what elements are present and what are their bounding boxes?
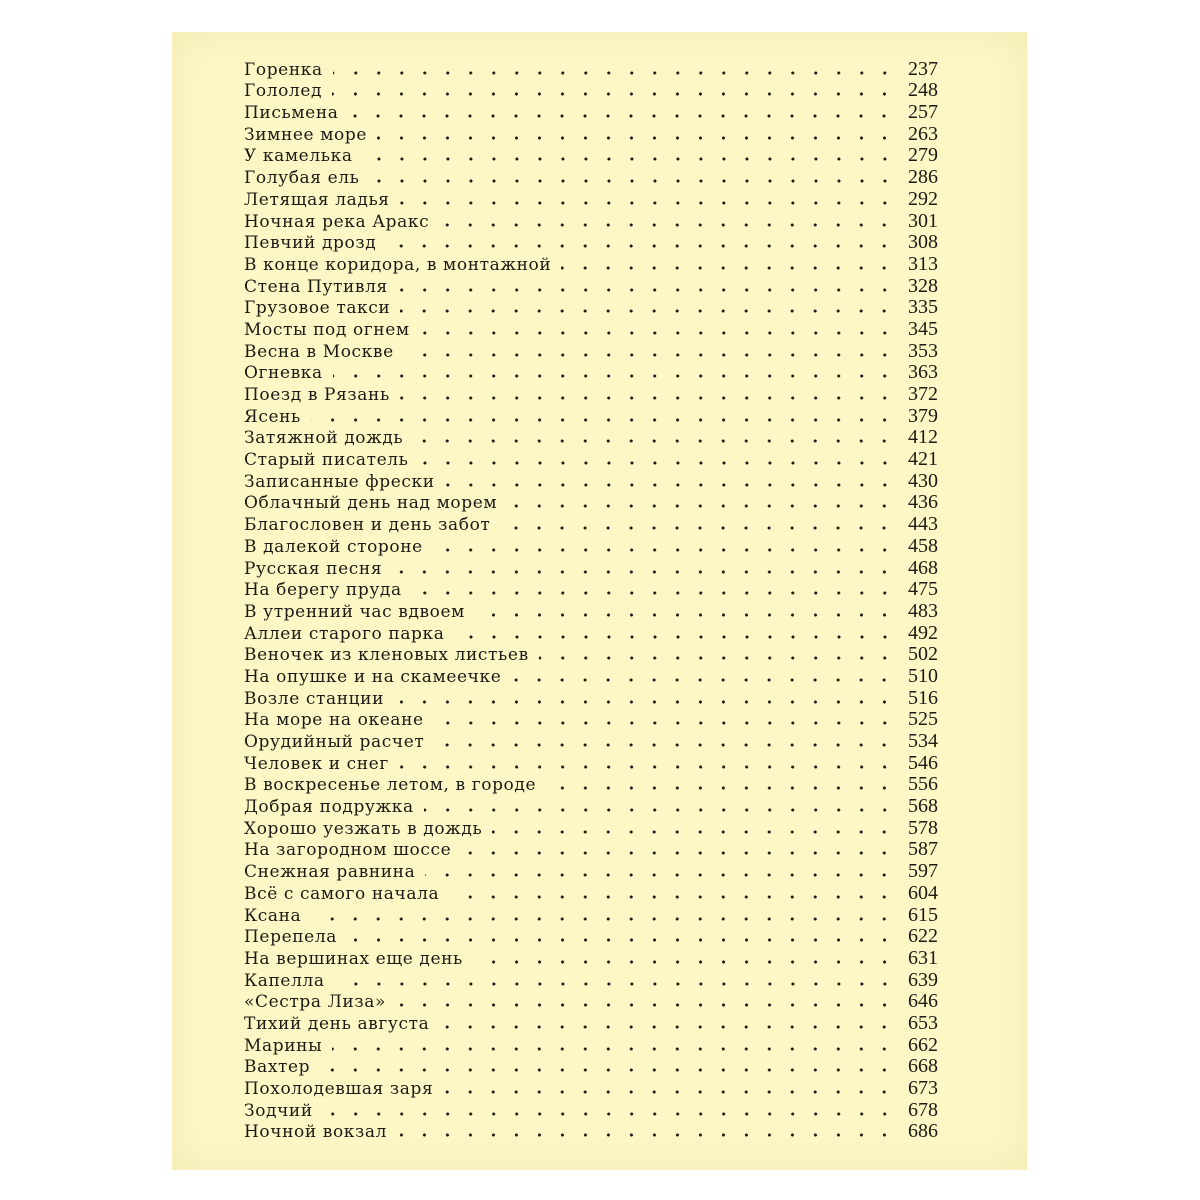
dot-leader: [439, 222, 896, 228]
toc-entry-title: На вершинах еще день: [244, 948, 463, 969]
toc-entry-page-number: 468: [908, 556, 938, 579]
dot-leader: [449, 894, 896, 900]
toc-entry: [244, 57, 938, 80]
toc-entry: [244, 838, 938, 861]
toc-entry-page-number: 248: [908, 79, 938, 102]
toc-entry-page-number: 475: [908, 578, 938, 601]
toc-entry-page-number: 556: [908, 773, 938, 796]
toc-entry-page-number: 279: [908, 144, 938, 167]
toc-entry-title: Гололед: [244, 81, 323, 102]
dot-leader: [400, 308, 896, 314]
toc-entry-page-number: 673: [908, 1077, 938, 1099]
dot-leader: [500, 525, 896, 531]
toc-entry-title: Зодчий: [244, 1100, 313, 1121]
dot-leader: [420, 330, 896, 336]
toc-entry-page-number: 292: [908, 187, 938, 210]
toc-entry-title: В далекой стороне: [244, 536, 423, 557]
dot-leader: [455, 634, 897, 640]
dot-leader: [439, 1024, 896, 1030]
toc-entry-page-number: 483: [908, 599, 938, 622]
toc-entry-title: Ночная река Аракс: [244, 211, 430, 232]
dot-leader: [396, 1002, 896, 1008]
dot-leader: [400, 395, 896, 401]
dot-leader: [323, 1111, 896, 1117]
toc-entry-title: Снежная равнина: [244, 862, 416, 883]
dot-leader: [434, 720, 896, 726]
dot-leader: [394, 699, 896, 705]
toc-entry-page-number: 510: [908, 664, 938, 687]
toc-entry: [244, 1033, 938, 1056]
dot-leader: [412, 590, 896, 596]
toc-entry-title: Мосты под огнем: [244, 319, 410, 340]
toc-entry: [244, 578, 938, 601]
toc-entry-title: Записанные фрески: [244, 471, 435, 492]
dot-leader: [363, 156, 896, 162]
dot-leader: [434, 742, 896, 748]
toc-entry-page-number: 436: [908, 491, 938, 514]
toc-entry: [244, 317, 938, 340]
toc-entry-page-number: 335: [908, 296, 938, 319]
toc-entry: [244, 534, 938, 557]
toc-entry-title: Добрая подружка: [244, 797, 414, 818]
toc-entry-title: Облачный день над морем: [244, 493, 498, 514]
toc-entry-page-number: 668: [908, 1055, 938, 1078]
toc-entry-page-number: 237: [908, 57, 938, 80]
dot-leader: [404, 352, 896, 358]
toc-entry-page-number: 372: [908, 383, 938, 405]
toc-entry-title: Хорошо уезжать в дождь: [244, 818, 483, 839]
toc-entry: [244, 448, 938, 471]
toc-entry-title: Благословен и день забот: [244, 515, 491, 536]
toc-entry-page-number: 286: [908, 166, 938, 189]
toc-entry: [244, 968, 938, 991]
toc-entry-title: Поезд в Рязань: [244, 385, 390, 405]
toc-entry-page-number: 353: [908, 339, 938, 362]
toc-entry-page-number: 534: [908, 730, 938, 752]
toc-entry-title: Голубая ель: [244, 168, 360, 189]
toc-entry: [244, 274, 938, 297]
toc-entry-page-number: 263: [908, 122, 938, 145]
toc-entry: [244, 426, 938, 449]
toc-entry-page-number: 363: [908, 361, 938, 384]
toc-entry-page-number: 313: [908, 252, 938, 275]
toc-entry-title: Ночной вокзал: [244, 1122, 388, 1143]
toc-entry-title: Русская песня: [244, 558, 383, 579]
dot-leader: [335, 981, 896, 987]
toc-entry-title: Человек и снег: [244, 753, 389, 774]
toc-entry: [244, 643, 938, 666]
toc-entry: [244, 383, 938, 405]
toc-entry-page-number: 568: [908, 795, 938, 818]
toc-entry-page-number: 597: [908, 860, 938, 883]
toc-entry-page-number: 639: [908, 968, 938, 991]
toc-entry: [244, 816, 938, 839]
toc-entry-title: Ясень: [244, 406, 301, 427]
dot-leader: [461, 850, 896, 856]
toc-entry: [244, 686, 938, 709]
dot-leader: [399, 764, 896, 770]
toc-entry-page-number: 379: [908, 404, 938, 427]
dot-leader: [311, 417, 896, 423]
toc-entry: [244, 990, 938, 1013]
toc-entry-page-number: 345: [908, 317, 938, 340]
toc-entry-title: «Сестра Лиза»: [244, 992, 386, 1013]
toc-entry-page-number: 257: [908, 101, 938, 124]
toc-entry-title: Весна в Москве: [244, 341, 394, 362]
toc-entry-page-number: 328: [908, 274, 938, 297]
dot-leader: [332, 1046, 896, 1052]
toc-entry: [244, 404, 938, 427]
toc-entry-title: Огневка: [244, 363, 323, 384]
toc-entry-title: Марины: [244, 1035, 323, 1056]
toc-entry: [244, 599, 938, 622]
toc-entry-page-number: 458: [908, 534, 938, 557]
toc-entry: [244, 1011, 938, 1034]
toc-entry: [244, 361, 938, 384]
toc-entry-title: Тихий день августа: [244, 1013, 430, 1034]
toc-entry: [244, 209, 938, 232]
dot-leader: [386, 243, 896, 249]
toc-entry: [244, 491, 938, 514]
dot-leader: [433, 547, 896, 553]
toc-entry: [244, 903, 938, 926]
toc-entry-title: На загородном шоссе: [244, 840, 452, 861]
toc-entry-page-number: 604: [908, 881, 938, 904]
dot-leader: [333, 70, 896, 76]
toc-entry: [244, 1055, 938, 1078]
dot-leader: [539, 655, 896, 661]
toc-entry: [244, 795, 938, 818]
toc-entry-page-number: 546: [908, 751, 938, 774]
dot-leader: [424, 807, 896, 813]
toc-entry-title: У камелька: [244, 146, 353, 167]
book-page: [172, 32, 1027, 1170]
toc-entry-page-number: 587: [908, 838, 938, 861]
toc-entry-title: Возле станции: [244, 688, 385, 709]
toc-entry-title: Старый писатель: [244, 450, 409, 471]
toc-entry: [244, 231, 938, 254]
dot-leader: [492, 829, 896, 835]
toc-entry-title: Затяжной дождь: [244, 428, 404, 449]
dot-leader: [332, 91, 896, 97]
toc-entry: [244, 469, 938, 492]
toc-entry-page-number: 430: [908, 469, 938, 492]
toc-entry: [244, 166, 938, 189]
dot-leader: [425, 872, 896, 878]
toc-entry: [244, 621, 938, 644]
toc-entry: [244, 144, 938, 167]
toc-entry-page-number: 421: [908, 448, 938, 471]
toc-entry-page-number: 686: [908, 1120, 938, 1143]
toc-entry: [244, 1077, 938, 1099]
toc-entry-title: Письмена: [244, 103, 339, 124]
toc-entry: [244, 556, 938, 579]
toc-entry-title: На море на океане: [244, 710, 424, 731]
toc-entry-title: Всё с самого начала: [244, 883, 440, 904]
toc-entry-page-number: 615: [908, 903, 938, 926]
toc-entry-title: Вахтер: [244, 1057, 311, 1078]
toc-entry-title: Аллеи старого парка: [244, 623, 445, 644]
dot-leader: [398, 287, 896, 293]
dot-leader: [445, 482, 896, 488]
dot-leader: [546, 785, 896, 791]
toc-entry: [244, 122, 938, 145]
dot-leader: [333, 373, 896, 379]
dot-leader: [370, 178, 896, 184]
toc-entry-page-number: 578: [908, 816, 938, 839]
toc-entry-page-number: 646: [908, 990, 938, 1013]
toc-entry: [244, 773, 938, 796]
toc-entry-title: Капелла: [244, 970, 325, 991]
toc-entry: [244, 187, 938, 210]
toc-entry-title: Перепела: [244, 927, 337, 948]
toc-entry-title: В конце коридора, в монтажной: [244, 254, 552, 275]
dot-leader: [561, 265, 896, 271]
dot-leader: [443, 1089, 896, 1095]
toc-entry-page-number: 502: [908, 643, 938, 666]
toc-entry-title: Зимнее море: [244, 124, 368, 145]
toc-entry-title: Веночек из кленовых листьев: [244, 645, 529, 666]
toc-entry-title: В воскресенье летом, в городе: [244, 775, 537, 796]
toc-entry-page-number: 492: [908, 621, 938, 644]
toc-entry: [244, 1120, 938, 1143]
toc-entry-title: Летящая ладья: [244, 189, 390, 210]
toc-entry-page-number: 631: [908, 946, 938, 969]
toc-entry: [244, 708, 938, 731]
dot-leader: [507, 503, 896, 509]
toc-entry: [244, 860, 938, 883]
dot-leader: [348, 113, 896, 119]
toc-entry-page-number: 678: [908, 1098, 938, 1121]
toc-entry-page-number: 525: [908, 708, 938, 731]
toc-entry-page-number: 653: [908, 1011, 938, 1034]
dot-leader: [311, 916, 896, 922]
toc-entry-page-number: 443: [908, 513, 938, 536]
toc-entry: [244, 664, 938, 687]
dot-leader: [475, 612, 896, 618]
toc-entry: [244, 730, 938, 752]
dot-leader: [419, 460, 896, 466]
toc-entry-page-number: 516: [908, 686, 938, 709]
dot-leader: [347, 937, 896, 943]
toc-entry-title: Орудийный расчет: [244, 732, 425, 752]
toc-entry-title: В утренний час вдвоем: [244, 601, 465, 622]
toc-entry-title: На берегу пруда: [244, 580, 402, 601]
toc-entry: [244, 252, 938, 275]
toc-entry-page-number: 301: [908, 209, 938, 232]
toc-entry: [244, 101, 938, 124]
toc-entry: [244, 946, 938, 969]
toc-entry-page-number: 308: [908, 231, 938, 254]
toc-entry: [244, 1098, 938, 1121]
dot-leader: [473, 959, 896, 965]
toc-entry-title: Похолодевшая заря: [244, 1079, 434, 1099]
dot-leader: [397, 1132, 896, 1138]
dot-leader: [320, 1067, 896, 1073]
toc-entry-title: Певчий дрозд: [244, 233, 377, 254]
toc-entry-page-number: 662: [908, 1033, 938, 1056]
dot-leader: [413, 438, 896, 444]
toc-entry-page-number: 622: [908, 925, 938, 948]
toc-entry: [244, 925, 938, 948]
toc-entry-title: Грузовое такси: [244, 298, 391, 319]
toc-entry-title: Ксана: [244, 905, 302, 926]
toc-entry: [244, 513, 938, 536]
toc-entry: [244, 296, 938, 319]
dot-leader: [511, 677, 896, 683]
dot-leader: [400, 200, 896, 206]
toc-entry-title: Стена Путивля: [244, 276, 388, 297]
dot-leader: [377, 135, 896, 141]
table-of-contents: [244, 57, 938, 1143]
toc-entry-title: На опушке и на скамеечке: [244, 666, 502, 687]
toc-entry-page-number: 412: [908, 426, 938, 449]
dot-leader: [392, 569, 896, 575]
toc-entry: [244, 339, 938, 362]
toc-entry: [244, 79, 938, 102]
toc-entry: [244, 881, 938, 904]
toc-entry: [244, 751, 938, 774]
toc-entry-title: Горенка: [244, 59, 323, 80]
